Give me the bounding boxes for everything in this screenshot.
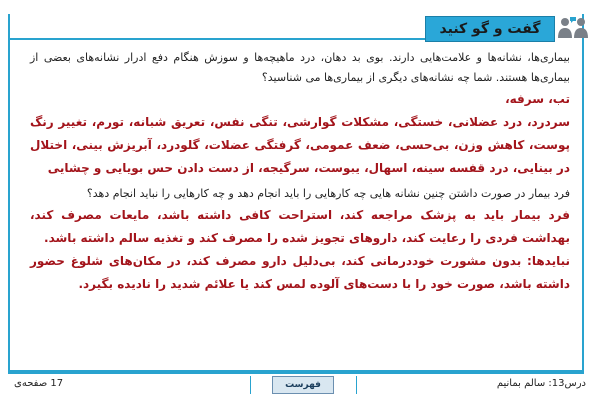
answer-symptoms-partial: تب، سرفه،	[505, 92, 570, 106]
section-title	[425, 16, 555, 42]
people-discussion-icon	[556, 14, 590, 42]
header-rule	[8, 38, 428, 40]
answer-symptoms: سردرد، درد عضلانی، خستگی، مشکلات گوارشی، تنگی نفس، تعریق شبانه، تورم، تغییر رنگ پوست، کاهش وزن، بی‌حسی، ضعف عمومی، گرفتگی عضلات، گلودرد، آبریزش بینی، اختلال در بینایی، درد قفسه سینه، اسهال، یبوست، سرگیجه، از دست دادن حس بویایی و چشایی	[30, 115, 570, 175]
answer-should-do: فرد بیمار باید به پزشک مراجعه کند، استراحت کافی داشته باشد، مایعات مصرف کند، بهداشت فردی را رعایت کند، داروهای تجویز شده را مصرف کند و تغذیه سالم داشته باشد.	[30, 208, 570, 245]
answer-should-not	[30, 250, 570, 296]
section-title-text: گفت و گو کنید	[439, 21, 541, 37]
question-symptoms: بیماری‌ها، نشانه‌ها و علامت‌هایی دارند. بوی بد دهان، درد ماهیچه‌ها و سوزش هنگام دفع ادرار نشانه‌های بعضی از بیماری‌ها هستند. شما چه نشانه‌های دیگری از بیماری‌ها می شناسید؟	[30, 51, 570, 84]
should-not-text: بدون مشورت خوددرمانی کند، بی‌دلیل دارو مصرف کند، در مکان‌های شلوغ حضور داشته باشد، صورت خود را با دست‌های آلوده لمس کند یا علائم شدید را نادیده بگیرد.	[30, 254, 570, 291]
lesson-content	[30, 48, 570, 296]
should-not-label: نبایدها:	[527, 254, 570, 268]
lesson-label: درس13: سالم بمانیم	[496, 378, 586, 389]
toc-button[interactable]	[272, 376, 334, 394]
question-actions: فرد بیمار در صورت داشتن چنین نشانه هایی چه کارهایی را باید انجام دهد و چه کارهایی را نباید انجام دهد؟	[86, 187, 570, 200]
page-number: 17 صفحه‌ی	[14, 378, 64, 389]
toc-button-label: فهرست	[285, 380, 321, 390]
footer-divider	[250, 376, 251, 394]
footer-divider	[356, 376, 357, 394]
